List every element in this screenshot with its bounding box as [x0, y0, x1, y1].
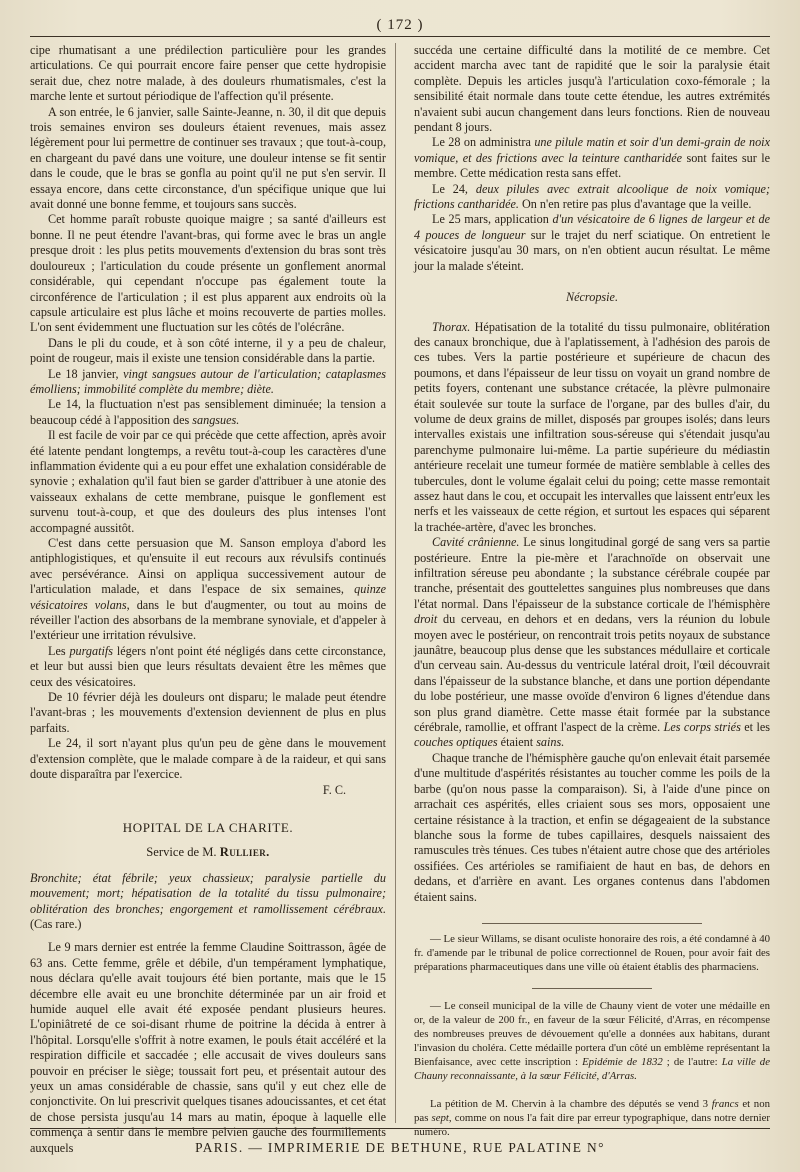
- necropsy-heading: Nécropsie.: [565, 290, 618, 305]
- italic-run: francs: [711, 1097, 739, 1110]
- page-number: ( 172 ): [376, 17, 424, 33]
- news-briefs: [414, 932, 770, 1139]
- text-run: Hépatisation de la totalité du tissu pulmonaire, oblitération des canaux bronchique, due à l'aplatissement, à l'adhésion des parois de ces tubes. Vers la partie postérieure et supérieure de chacun des poumons, et dans l'épaisseur de leur tissu on voyait un grand nombre de petits foyers, contenant une substance crétacée, la plèvre pulmonaire était soulevée sur toute la surface de l'organe, par des bulles d'air, du volume de deux grains de millet, disposés par groupes isolés; dans leurs intervalles existais une infiltration sous-séreuse qui s'étendait jusqu'au parenchyme pulmonaire lui-même. La partie supérieure du médiastin antérieure recelait une tumeur formée de matière semblable à celles des tubercules, dont le volume égalait celui du poing; cette masse remontait assez haut dans le cou, et occupait les intervalles que laissent entr'eux les nerfs et les vaisseaux de cette région, et surtout les espaces qui séparent la trachée-artère, d'avec les bronches.: [414, 319, 770, 534]
- text-run: et les: [740, 720, 770, 735]
- paragraph: Dans le pli du coude, et à son côté interne, il y a peu de chaleur, point de rougeur, mais il existe une tension considérable dans la partie.: [30, 335, 386, 366]
- paragraph: A son entrée, le 6 janvier, salle Sainte-Jeanne, n. 30, il dit que depuis trois semaines environ ses douleurs étaient revenues, mais assez légèrement pour lui permettre de continuer ses travaux ; que tout-à-coup, en chargeant du pavé dans une voiture, une douleur intense se fit sentir dans le coude, que le bras se gonfla au point qu'il ne put s'en servir. Il essaya encore, dans cette circonstance, d'un spécifique unique que lui avait donné une bonne femme, et toujours sans succès.: [30, 104, 386, 212]
- italic-run: Cavité crânienne.: [432, 535, 520, 550]
- paragraph: [30, 644, 386, 690]
- text-run: sur le trajet du nerf sciatique. On entretient le vésicatoire jusqu'au 30 mars, on n'en obtient aucun résultat. Le même jour la malade s'éteint.: [414, 227, 770, 273]
- text-run: ; de l'autre:: [662, 1055, 722, 1068]
- paragraph: Chaque tranche de l'hémisphère gauche qu'on enlevait était parsemée d'une multitude d'aspérités résistantes au toucher comme les poils de la barbe (qu'on nous passe la comparaison). Si, à l'aide d'une pince on arrachait ces aspérités, elles criaient sous ses mors, opposaient une certaine résistance à la traction, et enfin se dégageaient de la substance blanche sous la forme de tubes capillaires, desquels naissaient des ramuscules très ténues. Ces tubes n'étaient autre chose que des artérioles ossifiées. Ces artérioles se ramifiaient de haut en bas, de dehors en dedans, et d'arrière en avant. Les organes contenus dans l'abdomen étaient sains.: [414, 750, 770, 904]
- paragraph: succéda une certaine difficulté dans la motilité de ce membre. Cet accident marcha avec tant de rapidité que le soir la paralysie était complète. Depuis les articles jusqu'à l'articulation coxo-fémorale ; la sensibilité était normale dans toute cette étendue, les autres extrémités n'avaient subi aucun changement dans leurs fonctions. Rien de nouveau pendant 8 jours.: [414, 43, 770, 135]
- italic-run: purgatifs: [69, 643, 114, 658]
- summary-text: Bronchite; état fébrile; yeux chassieux; paralysie partielle du mouvement; mort; hépatisation de la totalité du tissu pulmonaire; oblitération des bronches; engorgement et ramollissement cérébraux.: [30, 870, 386, 916]
- text-run: Le sinus longitudinal gorgé de sang vers sa partie postérieure. Entre la pie-mère et l'arachnoïde on observait une infiltration séreuse peu abondante ; la substance cérébrale coupée par tranche, présentait des gouttelettes sanguines plus nombreuses que dans l'état normal. Dans l'épaisseur de la substance corticale de l'hémisphère: [414, 535, 771, 611]
- text-run: étaient: [497, 735, 537, 750]
- italic-run: d'un vésicatoire de 6 lignes de largeur et de 4 pouces de longueur: [414, 212, 770, 242]
- right-column: [414, 43, 771, 1138]
- paragraph: Cet homme paraît robuste quoique maigre ; sa santé d'ailleurs est bonne. Il ne peut étendre l'avant-bras, qui forme avec le bras un angle presque droit : les plus petits mouvements d'extension du bras sont très douloureux ; l'articulation du coude présente un gonflement anormal considérable, qui cependant n'occupe pas également toute la circonférence de l'articulation ; il est plus apparent aux endroits où la capsule articulaire est plus lâche et moins recouverte de parties molles. L'on sent évidemment une fluctuation sur les côtés de l'olécrâne.: [30, 212, 386, 335]
- news-item: [414, 999, 770, 1083]
- news-item: — Le sieur Willams, se disant oculiste honoraire des rois, a été condamné à 40 fr. d'amende par le tribunal de police correctionnel de Rouen, pour avoir fait des préparations pharmaceutiques dans une ville où étaient établis des pharmaciens.: [414, 932, 770, 973]
- printer-imprint: PARIS. — IMPRIMERIE DE BETHUNE, RUE PALATINE N°: [195, 1140, 605, 1155]
- text-run: légers n'ont point été négligés dans cette circonstance, et leur but aussi bien que leurs résultats devaient être les mêmes que ceux des vésicatoires.: [30, 643, 386, 689]
- text-run: , comme on nous l'a fait dire par erreur typographique, dans notre dernier numéro.: [414, 1111, 770, 1138]
- text-run: La pétition de M. Chervin à la chambre des députés se vend 3: [430, 1097, 712, 1110]
- paragraph: Il est facile de voir par ce qui précède que cette affection, après avoir été latente pendant longtemps, a revêtu tout-à-coup les caractères d'une inflammation évidente qui a eu pour effet une exhalation considérable de synovie ; exhalation qu'il faut bien se garder d'attribuer à une atonie des vaisseaux exhalans de cette membrane, puisque le gonflement est survenu tout-à-coup, et que des douleurs des plus intenses l'ont accompagné aussitôt.: [30, 428, 386, 535]
- italic-run: deux pilules avec extrait alcoolique de noix vomique; frictions cantharidée.: [414, 181, 771, 212]
- italic-run: Thorax.: [432, 319, 471, 334]
- text-run: Le 14, la fluctuation n'est pas sensiblement diminuée; la tension a beaucoup cédé à l'apposition des: [30, 397, 386, 427]
- italic-run: couches optiques: [414, 735, 498, 750]
- header-rule: [30, 36, 770, 37]
- service-name: Rullier.: [219, 845, 270, 860]
- paragraph: [30, 536, 386, 644]
- left-column: [30, 43, 396, 1155]
- italic-run: une pilule matin et soir d'un demi-grain de noix vomique, et des frictions avec la teinture cantharidée: [414, 135, 770, 165]
- section-title: HOPITAL DE LA CHARITE.: [122, 819, 294, 835]
- paragraph: [414, 135, 770, 181]
- news-item: [414, 1097, 770, 1139]
- text-run: — Le conseil municipal de la ville de Chauny vient de voter une médaille en or, de la valeur de 200 fr., en faveur de la sœur Félicité, d'Arras, en récompense des nombreuses preuves de dévouement qu'elle a données aux habitans, durant l'invasion du choléra. Cette médaille portera d'un côté un emblème représentant la Bienfaisance, avec cette inscription :: [414, 999, 770, 1068]
- paragraph: [414, 182, 770, 213]
- text-run: et non pas: [414, 1097, 770, 1124]
- text-run: sont faites sur le membre. Cette médication resta sans effet.: [414, 150, 770, 181]
- paragraph: [414, 320, 770, 536]
- text-run: du cerveau, en dehors et en dedans, vers la réunion du lobule moyen avec le postérieur, on rencontrait trois petits noyaux de substance jaunâtre, beaucoup plus dense que les substances médullaire et corticale d'un cerveau sain. Au-dessus du ventricule latéral droit, l'œil découvrait dans l'épaisseur de la substance blanche, et dans une portion dépendante du lobe postérieur, une masse ovoïde d'environ 6 lignes d'étendue dans son plus grand diamètre. Cette masse était formée par la substance cérébrale, ramollie, et offrant l'aspect de la crème.: [414, 612, 770, 735]
- text-run: Le 24,: [432, 181, 476, 196]
- text-run: C'est dans cette persuasion que M. Sanson employa d'abord les antiphlogistiques, et qu'ensuite il eut recours aux révulsifs continués avec persévérance. Ainsi on appliqua successivement autour de l'articulation malade, et dans l'espace de six semaines,: [30, 536, 386, 597]
- paragraph: [414, 535, 770, 751]
- paragraph: [414, 212, 770, 274]
- service-prefix: Service de M.: [146, 845, 217, 860]
- italic-run: quinze vésicatoires volans: [30, 582, 386, 612]
- article-signature: F. C.: [322, 782, 346, 797]
- footer-rule: [30, 1128, 770, 1129]
- text-run: Les: [48, 643, 70, 658]
- italic-run: Les corps striés: [663, 720, 741, 735]
- italic-run: Epidémie de 1832: [582, 1055, 663, 1068]
- italic-run: vingt sangsues autour de l'articulation; cataplasmes émolliens; immobilité complète du membre; diète.: [30, 366, 387, 396]
- italic-run: sains.: [536, 735, 565, 750]
- paragraph: Le 24, il sort n'ayant plus qu'un peu de gène dans le mouvement d'extension complète, que le malade compare à de la raideur, et qui sans doute disparaîtra par l'exercice.: [30, 736, 386, 782]
- case-summary: [30, 871, 386, 933]
- text-run: Le 18 janvier,: [48, 366, 124, 381]
- paragraph: [30, 397, 386, 428]
- service-line: [30, 845, 386, 860]
- section-divider: [482, 923, 702, 924]
- news-divider: [532, 988, 652, 989]
- paragraph: Le 9 mars dernier est entrée la femme Claudine Soittrasson, âgée de 63 ans. Cette femme, grêle et débile, d'un tempérament lymphatique, nous déclara qu'elle avait toujours été bien portante, mais que le 15 décembre elle avait eu une bronchite déterminée par un air froid et humide auquel elle avait été exposée pendant plusieurs heures. L'opiniâtreté de ce soi-disant rhume de poitrine la décida à entrer à l'hôpital. Lorsqu'elle s'offrit à notre examen, le pouls était accéléré et la respiration difficile et saccadée ; elle accusait de vives douleurs sans pouvoir en préciser le siège; toussait fort peu, et présentait autour des yeux un amas considérable de chassie, sans qu'il y eut chez elle de conjonctivite. On lui prescrivit quelques tisanes adoucissantes, et cet état de chose persista jusqu'au 14 mars au matin, époque à laquelle elle commença à sentir dans le membre pelvien gauche des fourmillements auxquels: [30, 940, 386, 1155]
- italic-run: La ville de Chauny reconnaissante, à la sœur Félicité, d'Arras.: [414, 1055, 770, 1082]
- italic-run: sangsues.: [192, 412, 240, 427]
- italic-run: droit: [414, 612, 438, 627]
- italic-run: sept: [431, 1111, 449, 1124]
- summary-tag: (Cas rare.): [30, 916, 82, 931]
- paragraph: [30, 367, 386, 398]
- paragraph: cipe rhumatisant a une prédilection particulière pour les grandes articulations. Ce qui pourrait encore faire penser que cette hydropisie serait due, chez notre malade, à des douleurs rhumatismales, c'est la marche lente et surtout périodique de l'affection qu'il présente.: [30, 43, 386, 104]
- text-run: Le 25 mars, application: [432, 212, 553, 227]
- paragraph: De 10 février déjà les douleurs ont disparu; le malade peut étendre l'avant-bras ; les mouvements d'extension deviennent de plus en plus parfaits.: [30, 690, 386, 735]
- text-run: Le 28 on administra: [432, 135, 535, 150]
- text-run: On n'en retire pas plus d'avantage que la veille.: [518, 197, 752, 212]
- text-run: , dans le but d'augmenter, ou tout au moins de réveiller l'action des absorbans de la membrane synoviale, et d'appeler à l'extérieur une irritation révulsive.: [30, 597, 386, 643]
